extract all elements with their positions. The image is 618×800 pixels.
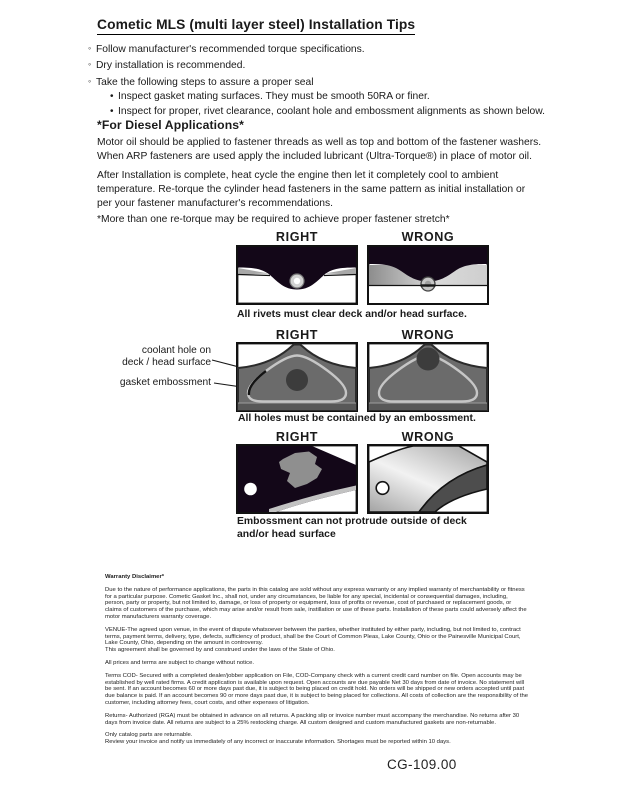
gasket-bottom-strip xyxy=(238,403,356,410)
catalog-parts-paragraph: Only catalog parts are returnable. xyxy=(105,732,193,739)
figure1-right-diagram xyxy=(236,245,358,305)
caption-line: and/or head surface xyxy=(237,528,336,540)
bolt-hole-icon xyxy=(376,482,389,495)
tip-text: Dry installation is recommended. xyxy=(96,60,246,72)
diesel-paragraph-1: Motor oil should be applied to fastener threads as well as top and bottom of the fastener washers. When ARP fasteners are used apply the included lubricant (Ultra-Torque®) in place of motor oil. xyxy=(97,137,542,162)
annotation-line: deck / head surface xyxy=(122,357,211,368)
prices-paragraph: All prices and terms are subject to change without notice. xyxy=(105,659,254,666)
figure2-right-label: RIGHT xyxy=(275,328,319,342)
bullet-icon: ◦ xyxy=(88,59,92,70)
list-item xyxy=(88,74,558,90)
installation-tips-list xyxy=(88,41,558,119)
venue-paragraph: VENUE-The agreed upon venue, in the event of dispute whatsoever between the parties, whether instituted by either party, including, but not limited to, contract terms, payment terms, delivery, type, defects, sufficiency of product, shall be the Court of Common Pleas, Lake County, Ohio or the Painesville Municipal Court, Lake County, Ohio, depending on the amount in controversy. xyxy=(105,626,521,647)
retorque-note: *More than one re-torque may be required to achieve proper fastener stretch* xyxy=(97,214,450,225)
gasket-bottom-strip xyxy=(369,403,487,410)
list-item xyxy=(88,90,558,104)
bullet-icon: • xyxy=(110,91,114,103)
coolant-hole-annotation xyxy=(99,345,211,369)
figure3-right-diagram xyxy=(236,444,358,514)
warranty-paragraph: Due to the nature of performance applications, the parts in this catalog are sold without any express warranty or any implied warranty of merchantability or fitness for a particular purpose. Cometic Gasket Inc., shall not, under any circumstances, be liable for any special, incidental or consequential damages, including, person, party or property, but not limited to, damage, or loss of property or equipment, loss of profits or revenue, cost of purchased or replacement goods, or claims of customers of the purchase, which may arise and/or result from sale, instillation or use of these parts. Installation of these parts could adversely affect the motor manufacturers warranty coverage. xyxy=(105,586,527,620)
list-item xyxy=(88,105,558,119)
governing-law-paragraph: This agreement shall be governed by and construed under the laws of the State of Ohio. xyxy=(105,647,335,654)
page-code: CG-109.00 xyxy=(387,757,457,772)
tip-text: Inspect for proper, rivet clearance, coolant hole and embossment alignments as shown below. xyxy=(118,105,545,117)
caption-line: Embossment can not protrude outside of deck xyxy=(237,516,467,527)
figure3-caption xyxy=(237,516,467,541)
coolant-hole-icon xyxy=(286,369,308,391)
figure2-wrong-label: WRONG xyxy=(401,328,455,342)
diesel-applications-heading: *For Diesel Applications* xyxy=(97,118,244,132)
figure1-right-label: RIGHT xyxy=(275,230,319,244)
tip-text: Inspect gasket mating surfaces. They must be smooth 50RA or finer. xyxy=(118,91,430,103)
figure1-caption: All rivets must clear deck and/or head surface. xyxy=(237,309,467,320)
coolant-hole-icon xyxy=(417,348,440,371)
figure2-caption: All holes must be contained by an embossment. xyxy=(238,413,476,424)
bullet-icon: ◦ xyxy=(88,43,92,53)
figure1-wrong-label: WRONG xyxy=(401,230,455,244)
rivet-center xyxy=(294,278,300,284)
diesel-paragraph-2: After Installation is complete, heat cycle the engine then let it completely cool to ambient temperature. Re-torque the cylinder head fasteners in the same pattern as initial installation or per your fastener manufacturer's recommendations. xyxy=(97,170,526,209)
legal-fine-print xyxy=(105,574,529,752)
gasket-embossment-annotation: gasket embossment xyxy=(119,377,211,388)
annotation-line: coolant hole on xyxy=(141,345,211,356)
list-item xyxy=(88,57,558,73)
returns-paragraph: Returns- Authorized (RGA) must be obtained in advance on all returns. A packing slip or invoice number must accompany the merchandise. No returns after 30 days from invoice date. All returns are subject to a 25% restocking charge. All custom designed and custom manufactured gaskets are non-returnable. xyxy=(105,712,520,726)
bullet-icon: • xyxy=(110,105,114,117)
tip-text: Follow manufacturer's recommended torque specifications. xyxy=(96,44,365,55)
list-item xyxy=(88,41,558,57)
page-title: Cometic MLS (multi layer steel) Installation Tips xyxy=(97,17,415,35)
figure2-right-diagram xyxy=(236,342,358,412)
figure3-wrong-label: WRONG xyxy=(401,430,455,444)
bolt-hole-icon xyxy=(244,483,257,496)
review-invoice-paragraph: Review your invoice and notify us immediately of any incorrect or inaccurate information. Shortages must be reported within 10 days. xyxy=(105,739,451,746)
terms-paragraph: Terms COD- Secured with a completed dealer/jobber application on File, COD-Company check with a current credit card number on file. Open accounts may be established by well rated firms. A credit application is available upon request. Open accounts are due payable Net 30 days from date of invoice. No statement will be sent. If an account becomes 60 or more days past due, it is subject to being placed on credit hold. No orders will be shipped or new orders accepted until past due balance is paid. If an account becomes 90 or more days past due, it is subject to being placed for collections. All costs of collection are the responsibility of the customer, including attorney fees, court costs, and other expenses of litigation. xyxy=(105,672,529,706)
figure2-wrong-diagram xyxy=(367,342,489,412)
figure1-wrong-diagram xyxy=(367,245,489,305)
warranty-disclaimer-heading: Warranty Disclaimer* xyxy=(105,574,165,580)
figure3-wrong-diagram xyxy=(367,444,489,514)
figure3-right-label: RIGHT xyxy=(275,430,319,444)
tip-text: Take the following steps to assure a proper seal xyxy=(96,76,314,88)
bullet-icon: ◦ xyxy=(88,75,92,86)
